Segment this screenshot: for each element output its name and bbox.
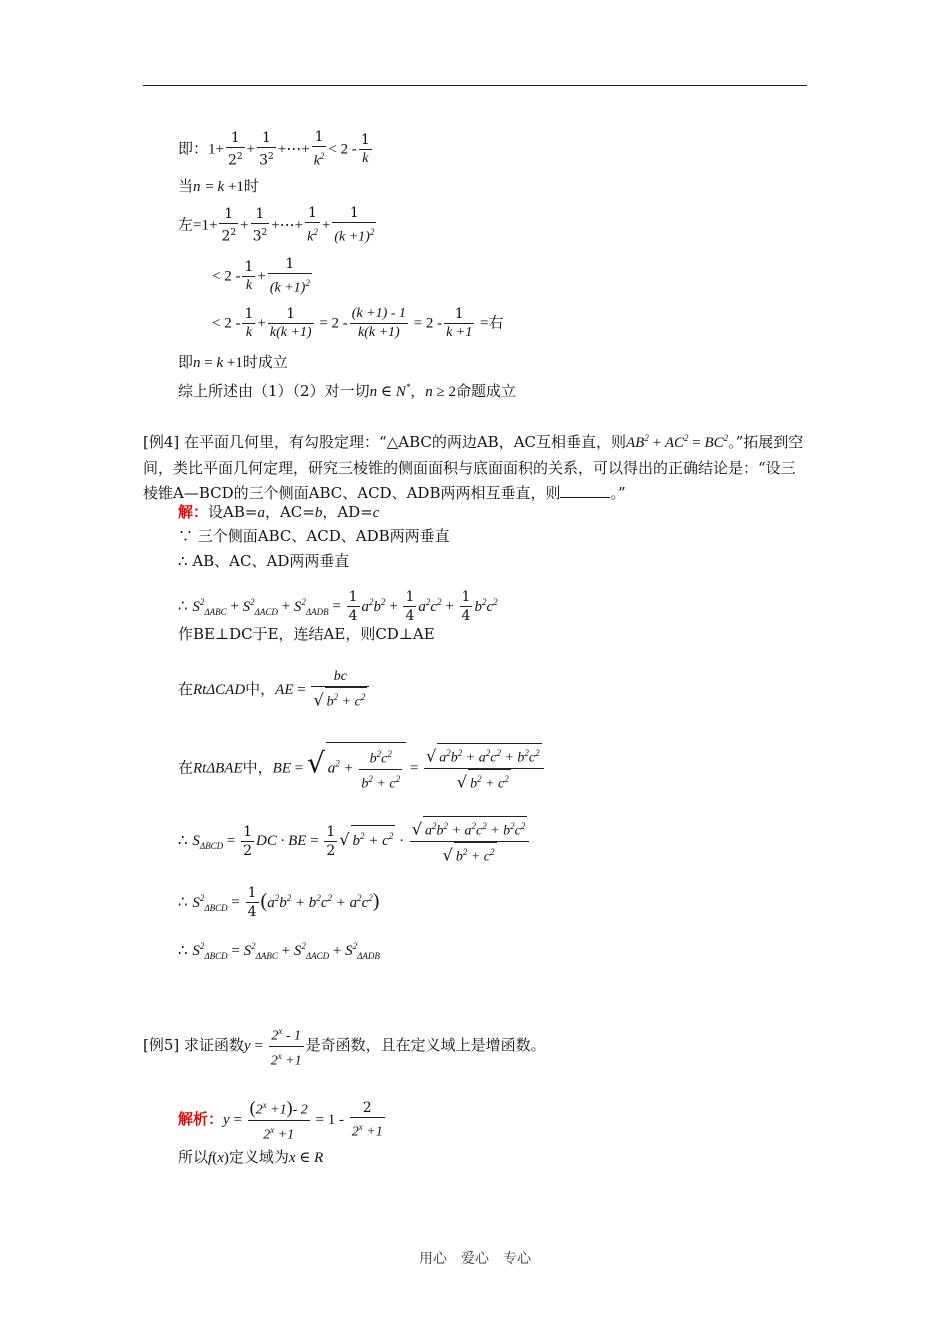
inequality-line-3: < 2 - $\frac{1}{k}$ + $\frac{1}{k(k +1)}$ = 2 - $\frac{(k +1) - 1}{k(k +1)}$ = 2 - $\frac{1}{k +1}$ =右 — [212, 306, 504, 340]
solution-line-4: ∴ $S^2_{\Delta ABC} + S^2_{\Delta ACD} + S^2_{\Delta ADB}$ = $\frac{1}{4}$ $a^2b^2$ + $\frac{1}{4}$ $a^2c^2$ + $\frac{1}{4}$ $b^2c^2$ — [178, 589, 498, 624]
inequality-line-1: 即：1+ $\frac{1}{2^2}$ + $\frac{1}{3^2}$ +⋯+ $\frac{1}{k^2}$ < 2 - $\frac{1}{k}$ — [178, 129, 370, 169]
analysis-line: 解析：y = $\frac{(2^x +1)- 2}{2^x +1}$ = 1 - $\frac{2}{2^x +1}$ — [178, 1097, 383, 1143]
solution-line-6: 在RtΔCAD中，AE = $\frac{bc}{√ b^2 + c^2}$ — [178, 668, 371, 712]
example-4-statement: [例4] 在平面几何里，有勾股定理：“△ABC的两边AB，AC互相垂直，则$AB^2 + AC^2 = BC^2$。”拓展到空间，类比平面几何定理，研究三棱锥的侧面面积与底面面积的关系，可以得出的正确结论是：“设三棱锥A—BCD的三个侧面ABC、ACD、ADB两两相互垂直，则 。” — [143, 433, 804, 502]
solution-line-1: 解：设AB=a，AC=b，AD=c — [178, 503, 380, 521]
header-rule — [143, 85, 807, 86]
conclusion-line-2: 综上所述由（1）（2）对一切n ∈ N*，n ≥ 2命题成立 — [178, 382, 516, 400]
page-footer: 用心 爱心 专心 — [419, 1251, 531, 1267]
induction-step-line: 当n = k +1时 — [178, 177, 259, 195]
solution-line-7: 在RtΔBAE中，BE = √ $a^2$ + $\frac{b^2c^2}{b^2 + c^2}$ = $\frac{√ a^2b^2 + a^2c^2 + b^2c^2}{√ b^2 + c^2}$ — [178, 742, 546, 794]
example-5-statement: [例5] 求证函数y = $\frac{2^x - 1}{2^x +1}$ 是奇函数，且在定义域上是增函数。 — [143, 1022, 546, 1070]
solution-line-8: ∴ $S_{\Delta BCD}$ = $\frac{1}{2}$ DC · BE = $\frac{1}{2}$ √ $b^2 + c^2$ · $\frac{√ a^2b^2 + a^2c^2 + b^2c^2}{√ b^2 + c^2}$ — [178, 816, 531, 866]
inequality-line-2: < 2 - $\frac{1}{k}$ + $\frac{1}{(k +1)^2}$ — [212, 256, 310, 296]
solution-line-2: ∵ 三个侧面ABC、ACD、ADB两两垂直 — [178, 527, 450, 545]
solution-line-3: ∴ AB、AC、AD两两垂直 — [178, 552, 350, 570]
answer-blank[interactable] — [560, 497, 610, 498]
solution-line-5: 作BE⊥DC于E，连结AE，则CD⊥AE — [178, 625, 435, 643]
left-side-line: 左=1+ $\frac{1}{2^2}$ + $\frac{1}{3^2}$ +⋯+ $\frac{1}{k^2}$ + $\frac{1}{(k +1)^2}$ — [178, 205, 375, 245]
solution-line-10: ∴ $S^2_{\Delta BCD} = S^2_{\Delta ABC} + S^2_{\Delta ACD} + S^2_{\Delta ADB}$ — [178, 941, 380, 961]
domain-line: 所以f(x)定义域为x ∈ R — [178, 1148, 324, 1166]
conclusion-line-1: 即n = k +1时成立 — [178, 353, 288, 371]
solution-line-9: ∴ $S^2_{\Delta BCD}$ = $\frac{1}{4}$ $(a^2b^2 + b^2c^2 + a^2c^2)$ — [178, 885, 380, 920]
